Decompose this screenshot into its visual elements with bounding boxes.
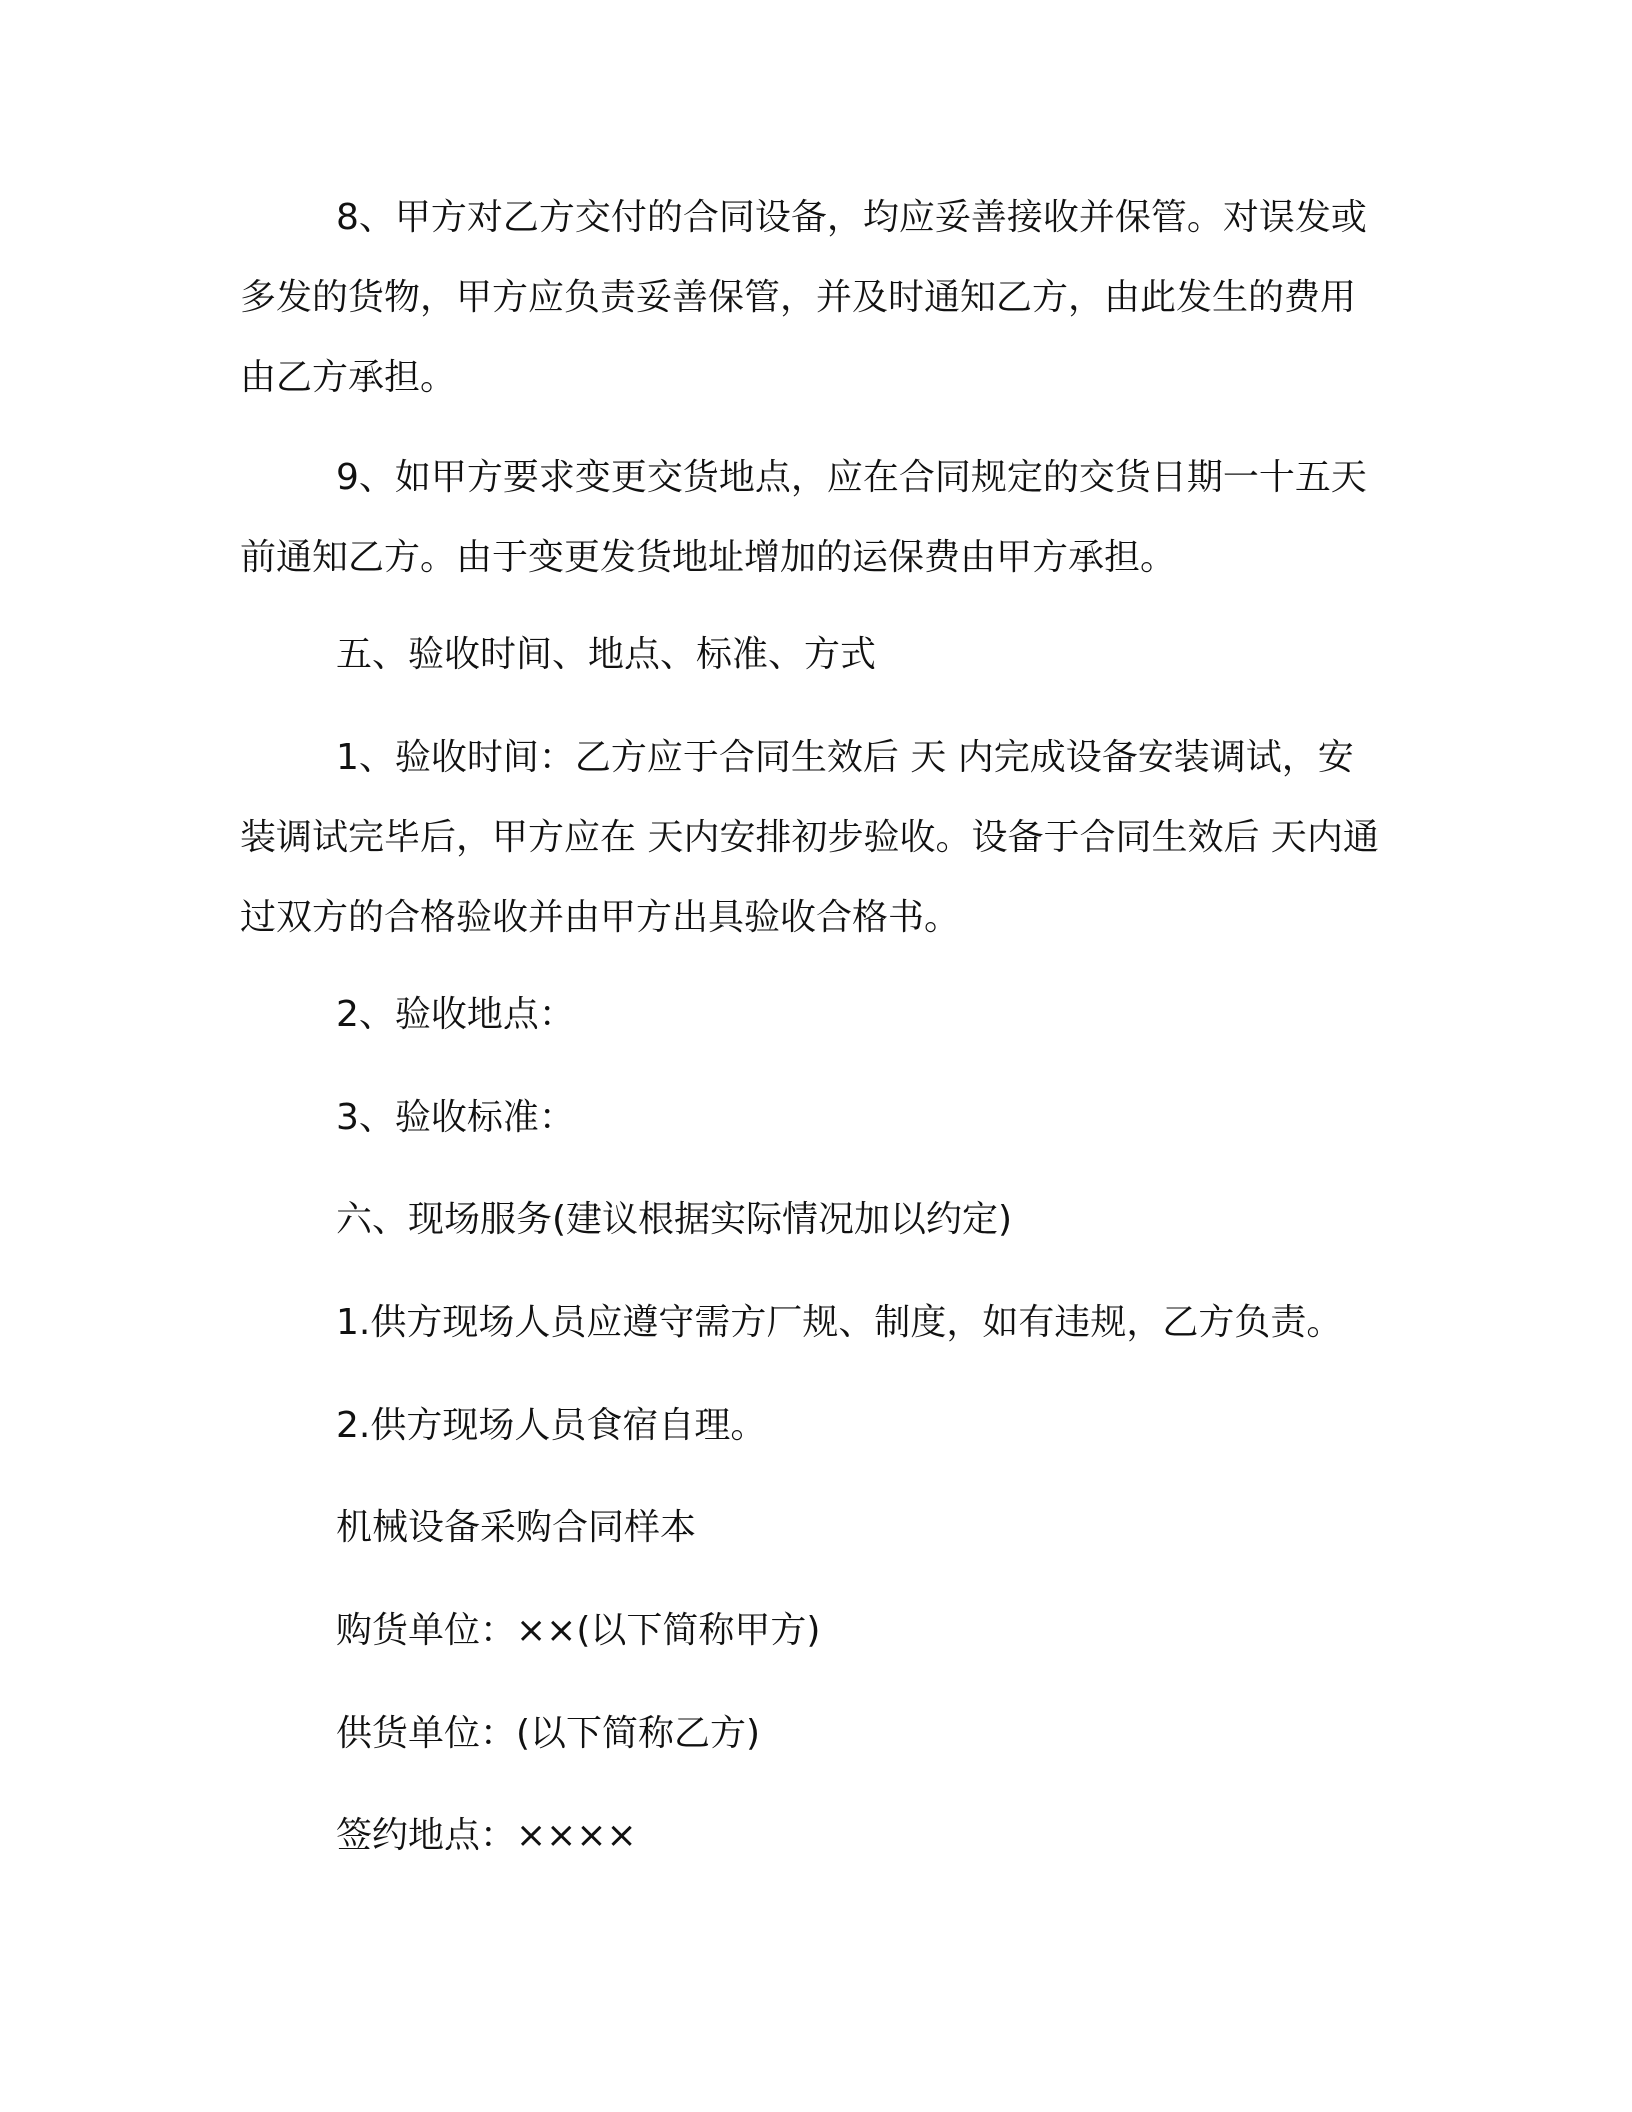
acceptance-location-paragraph: 2、验收地点： [336,994,575,1035]
onsite-rule-1-paragraph: 1.供方现场人员应遵守需方厂规、制度，如有违规，乙方负责。 [336,1302,1343,1343]
clause-8-paragraph: 8、甲方对乙方交付的合同设备，均应妥善接收并保管。对误发或多发的货物，甲方应负责妥善保管，并及时通知乙方，由此发生的费用由乙方承担。 [240,197,1367,398]
supplier-line: 供货单位：(以下简称乙方) [336,1713,761,1754]
acceptance-standard-paragraph: 3、验收标准： [336,1097,575,1138]
clause-9-paragraph: 9、如甲方要求变更交货地点，应在合同规定的交货日期一十五天前通知乙方。由于变更发货地址增加的运保费由甲方承担。 [240,457,1367,578]
signing-location-line: 签约地点：×××× [336,1815,637,1856]
onsite-rule-2-paragraph: 2.供方现场人员食宿自理。 [336,1405,767,1446]
buyer-line: 购货单位：××(以下简称甲方) [336,1610,821,1651]
section-6-heading: 六、现场服务(建议根据实际情况加以约定) [336,1199,1013,1240]
section-5-heading: 五、验收时间、地点、标准、方式 [336,634,877,675]
acceptance-time-paragraph: 1、验收时间：乙方应于合同生效后 天 内完成设备安装调试，安装调试完毕后，甲方应在 天内安排初步验收。设备于合同生效后 天内通过双方的合格验收并由甲方出具验收合格书。 [240,737,1379,938]
contract-sample-title: 机械设备采购合同样本 [336,1507,697,1548]
